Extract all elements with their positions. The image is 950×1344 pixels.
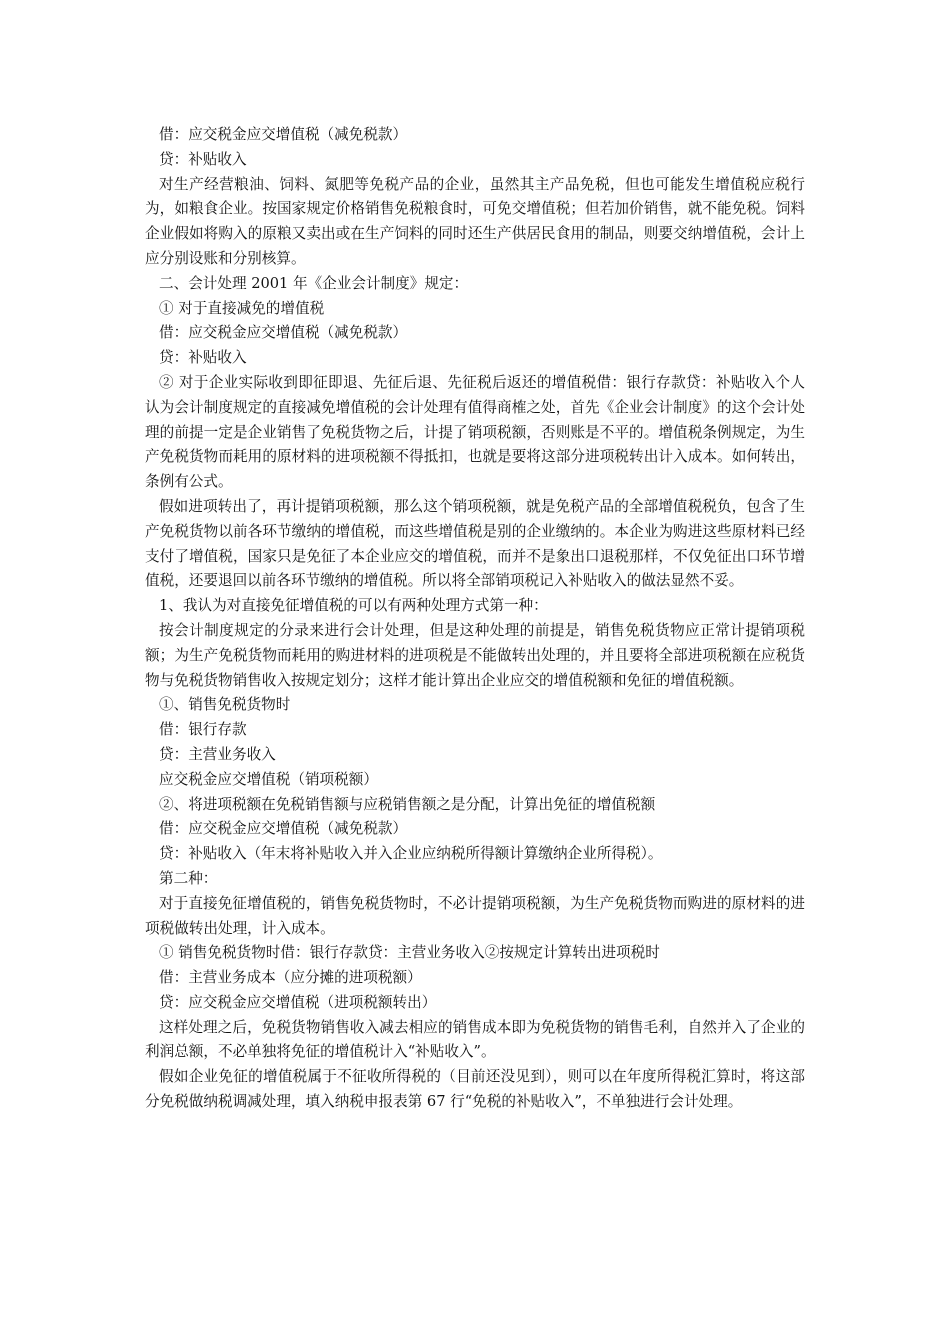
paragraph: 应交税金应交增值税（销项税额）: [159, 770, 378, 788]
paragraph: 贷：补贴收入: [159, 150, 247, 168]
paragraph: 贷：补贴收入（年末将补贴收入并入企业应纳税所得额计算缴纳企业所得税）。: [159, 845, 663, 863]
paragraph: 第二种：: [159, 869, 218, 887]
paragraph: 假如企业免征的增值税属于不征收所得税的（目前还没见到），则可以在年度所得税汇算时，将这部分免税做纳税调减处理，填入纳税申报表第 67 行“免税的补贴收入”，不单独进行会计处理。: [145, 1068, 805, 1111]
paragraph: ②、将进项税额在免税销售额与应税销售额之是分配，计算出免征的增值税额: [159, 795, 656, 813]
document-body: [145, 123, 805, 1115]
paragraph: 借：银行存款: [159, 721, 247, 739]
paragraph: 这样处理之后，免税货物销售收入减去相应的销售成本即为免税货物的销售毛利，自然并入了企业的利润总额，不必单独将免征的增值税计入“补贴收入”。: [145, 1018, 805, 1061]
paragraph: 借：主营业务成本（应分摊的进项税额）: [159, 969, 422, 987]
paragraph: 1、我认为对直接免征增值税的可以有两种处理方式第一种：: [159, 597, 548, 615]
paragraph: 二、会计处理 2001 年《企业会计制度》规定：: [159, 274, 469, 292]
paragraph: 贷：主营业务收入: [159, 745, 276, 763]
paragraph: 对生产经营粮油、饲料、氮肥等免税产品的企业，虽然其主产品免税，但也可能发生增值税应税行为，如粮食企业。按国家规定价格销售免税粮食时，可免交增值税；但若加价销售，就不能免税。饲料企业假如将购入的原粮又卖出或在生产饲料的同时还生产供居民食用的制品，则要交纳增值税，会计上应分别设账和分别核算。: [145, 175, 805, 267]
paragraph: 贷：补贴收入: [159, 349, 247, 367]
paragraph: 假如进项转出了，再计提销项税额，那么这个销项税额，就是免税产品的全部增值税税负，包含了生产免税货物以前各环节缴纳的增值税，而这些增值税是别的企业缴纳的。本企业为购进这些原材料已经支付了增值税，国家只是免征了本企业应交的增值税，而并不是象出口退税那样，不仅免征出口环节增值税，还要退回以前各环节缴纳的增值税。所以将全部销项税记入补贴收入的做法显然不妥。: [145, 497, 805, 590]
paragraph: 贷：应交税金应交增值税（进项税额转出）: [159, 993, 437, 1011]
paragraph: ①、销售免税货物时: [159, 696, 291, 714]
paragraph: 借：应交税金应交增值税（减免税款）: [159, 820, 408, 838]
paragraph: ① 对于直接减免的增值税: [159, 299, 325, 317]
paragraph: ② 对于企业实际收到即征即退、先征后退、先征税后返还的增值税借：银行存款贷：补贴收入个人认为会计制度规定的直接减免增值税的会计处理有值得商榷之处，首先《企业会计制度》的这个会计处理的前提一定是企业销售了免税货物之后，计提了销项税额，否则账是不平的。增值税条例规定，为生产免税货物而耗用的原材料的进项税额不得抵扣，也就是要将这部分进项税转出计入成本。如何转出，条例有公式。: [145, 373, 805, 491]
paragraph: 按会计制度规定的分录来进行会计处理，但是这种处理的前提是，销售免税货物应正常计提销项税额；为生产免税货物而耗用的购进材料的进项税是不能做转出处理的，并且要将全部进项税额在应税货物与免税货物销售收入按规定划分；这样才能计算出企业应交的增值税额和免征的增值税额。: [145, 621, 805, 689]
paragraph: 对于直接免征增值税的，销售免税货物时，不必计提销项税额，为生产免税货物而购进的原材料的进项税做转出处理，计入成本。: [145, 894, 805, 937]
paragraph: 借：应交税金应交增值税（减免税款）: [159, 324, 408, 342]
paragraph: 借：应交税金应交增值税（减免税款）: [159, 126, 408, 143]
paragraph: ① 销售免税货物时借：银行存款贷：主营业务收入②按规定计算转出进项税时: [159, 944, 660, 962]
